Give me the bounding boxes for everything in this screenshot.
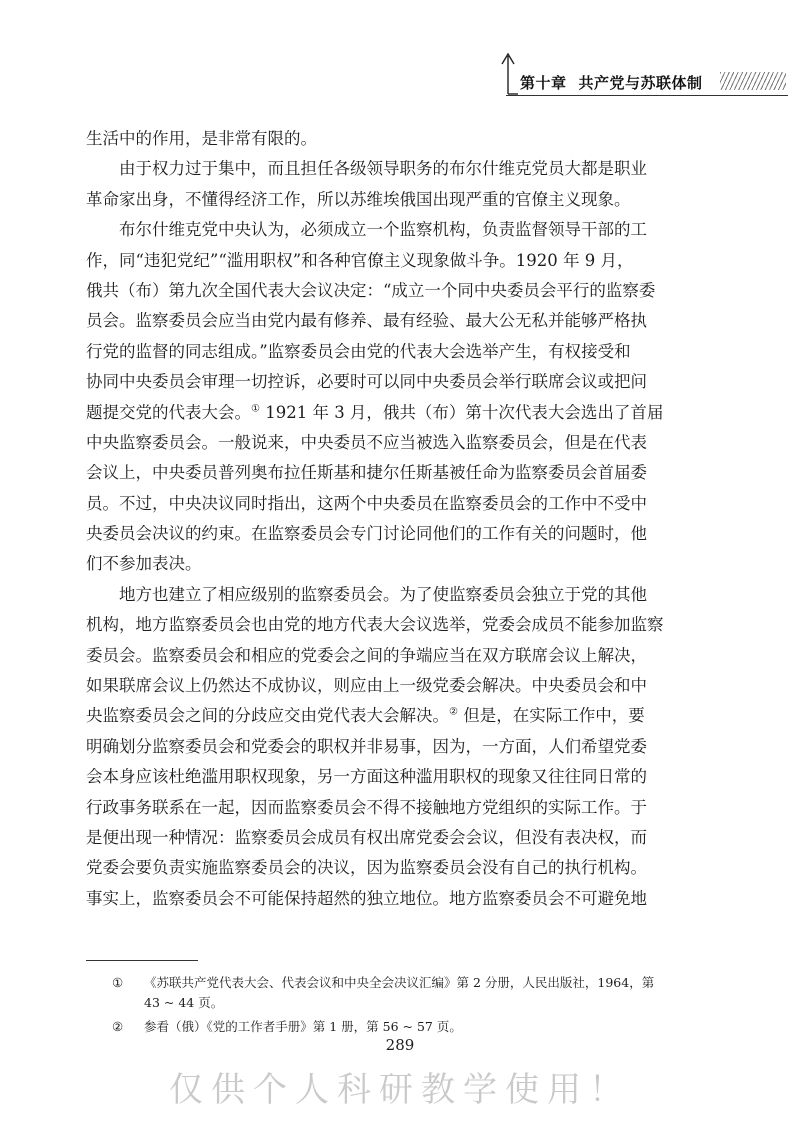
text-segment: 央监察委员会之间的分歧应交由党代表大会解决。 bbox=[86, 706, 449, 726]
footnote-marker: ② bbox=[112, 1019, 124, 1034]
text-segment: 1921 年 3 月，俄共（布）第十次代表大会选出了首届 bbox=[259, 402, 664, 422]
footnote-rule bbox=[86, 960, 198, 961]
text-line: 中央监察委员会。一般说来，中央委员不应当被选入监察委员会，但是在代表 bbox=[86, 432, 647, 452]
text-line: 作，同“违犯党纪”“滥用职权”和各种官僚主义现象做斗争。1920 年 9 月， bbox=[86, 250, 634, 270]
running-header bbox=[498, 62, 788, 96]
text-line: 是便出现一种情况：监察委员会成员有权出席党委会会议，但没有表决权，而 bbox=[86, 827, 647, 847]
footnote-ref: ② bbox=[449, 706, 458, 718]
arrow-up-icon bbox=[498, 52, 518, 96]
footnote-text: 43 ~ 44 页。 bbox=[144, 995, 224, 1010]
text-line: 明确划分监察委员会和党委会的职权并非易事，因为，一方面，人们希望党委 bbox=[86, 736, 647, 756]
text-line: 机构，地方监察委员会也由党的地方代表大会议选举，党委会成员不能参加监察 bbox=[86, 615, 664, 635]
text-line: 协同中央委员会审理一切控诉，必要时可以同中央委员会举行联席会议或把问 bbox=[86, 372, 647, 392]
text-segment: 题提交党的代表大会。 bbox=[86, 402, 251, 422]
header-rule bbox=[506, 95, 788, 96]
footnote-2 bbox=[112, 1017, 712, 1037]
text-line: 布尔什维克党中央认为，必须成立一个监察机构，负责监督领导干部的工 bbox=[86, 220, 647, 240]
text-line: 地方也建立了相应级别的监察委员会。为了使监察委员会独立于党的其他 bbox=[86, 584, 647, 604]
text-line bbox=[86, 701, 712, 731]
text-line bbox=[86, 398, 712, 428]
footnote-text: 《苏联共产党代表大会、代表会议和中央全会决议汇编》第 2 分册，人民出版社，1964，第 bbox=[144, 975, 655, 990]
header-hatch-decoration bbox=[720, 72, 786, 90]
text-line: 会议上，中央委员普列奥布拉任斯基和捷尔任斯基被任命为监察委员会首届委 bbox=[86, 463, 647, 483]
text-line: 行党的监督的同志组成。”监察委员会由党的代表大会选举产生，有权接受和 bbox=[86, 341, 631, 361]
text-line: 党委会要负责实施监察委员会的决议，因为监察委员会没有自己的执行机构。 bbox=[86, 858, 647, 878]
text-line: 俄共（布）第九次全国代表大会议决定：“成立一个同中央委员会平行的监察委 bbox=[86, 280, 656, 300]
body-text bbox=[86, 124, 712, 914]
text-line: 由于权力过于集中，而且担任各级领导职务的布尔什维克党员大都是职业 bbox=[86, 159, 647, 179]
text-line: 生活中的作用，是非常有限的。 bbox=[86, 129, 317, 148]
chapter-heading bbox=[520, 72, 703, 93]
text-line: 们不参加表决。 bbox=[86, 554, 202, 574]
page-number: 289 bbox=[385, 1036, 415, 1054]
footnote-text: 参看（俄）《党的工作者手册》第 1 册，第 56 ~ 57 页。 bbox=[144, 1019, 462, 1034]
text-line: 如果联席会议上仍然达不成协议，则应由上一级党委会解决。中央委员会和中 bbox=[86, 676, 647, 696]
footnotes bbox=[112, 973, 712, 1037]
text-segment: 但是，在实际工作中，要 bbox=[457, 706, 645, 726]
footnote-marker: ① bbox=[112, 975, 124, 990]
text-line: 央委员会决议的约束。在监察委员会专门讨论同他们的工作有关的问题时，他 bbox=[86, 524, 647, 544]
watermark: 仅供个人科研教学使用！ bbox=[169, 1070, 631, 1110]
text-line: 员。不过，中央决议同时指出，这两个中央委员在监察委员会的工作中不受中 bbox=[86, 493, 647, 513]
chapter-title: 共产党与苏联体制 bbox=[578, 74, 703, 92]
chapter-number: 第十章 bbox=[520, 74, 567, 92]
text-line: 委员会。监察委员会和相应的党委会之间的争端应当在双方联席会议上解决， bbox=[86, 645, 647, 665]
text-line: 革命家出身，不懂得经济工作，所以苏维埃俄国出现严重的官僚主义现象。 bbox=[86, 189, 631, 209]
text-line: 事实上，监察委员会不可能保持超然的独立地位。地方监察委员会不可避免地 bbox=[86, 888, 647, 908]
text-line: 会本身应该杜绝滥用职权现象，另一方面这种滥用职权的现象又往往同日常的 bbox=[86, 767, 647, 787]
footnote-ref: ① bbox=[251, 403, 260, 415]
text-line: 员会。监察委员会应当由党内最有修养、最有经验、最大公无私并能够严格执 bbox=[86, 311, 647, 331]
footnote-1 bbox=[112, 973, 712, 1013]
text-line: 行政事务联系在一起，因而监察委员会不得不接触地方党组织的实际工作。于 bbox=[86, 797, 647, 817]
